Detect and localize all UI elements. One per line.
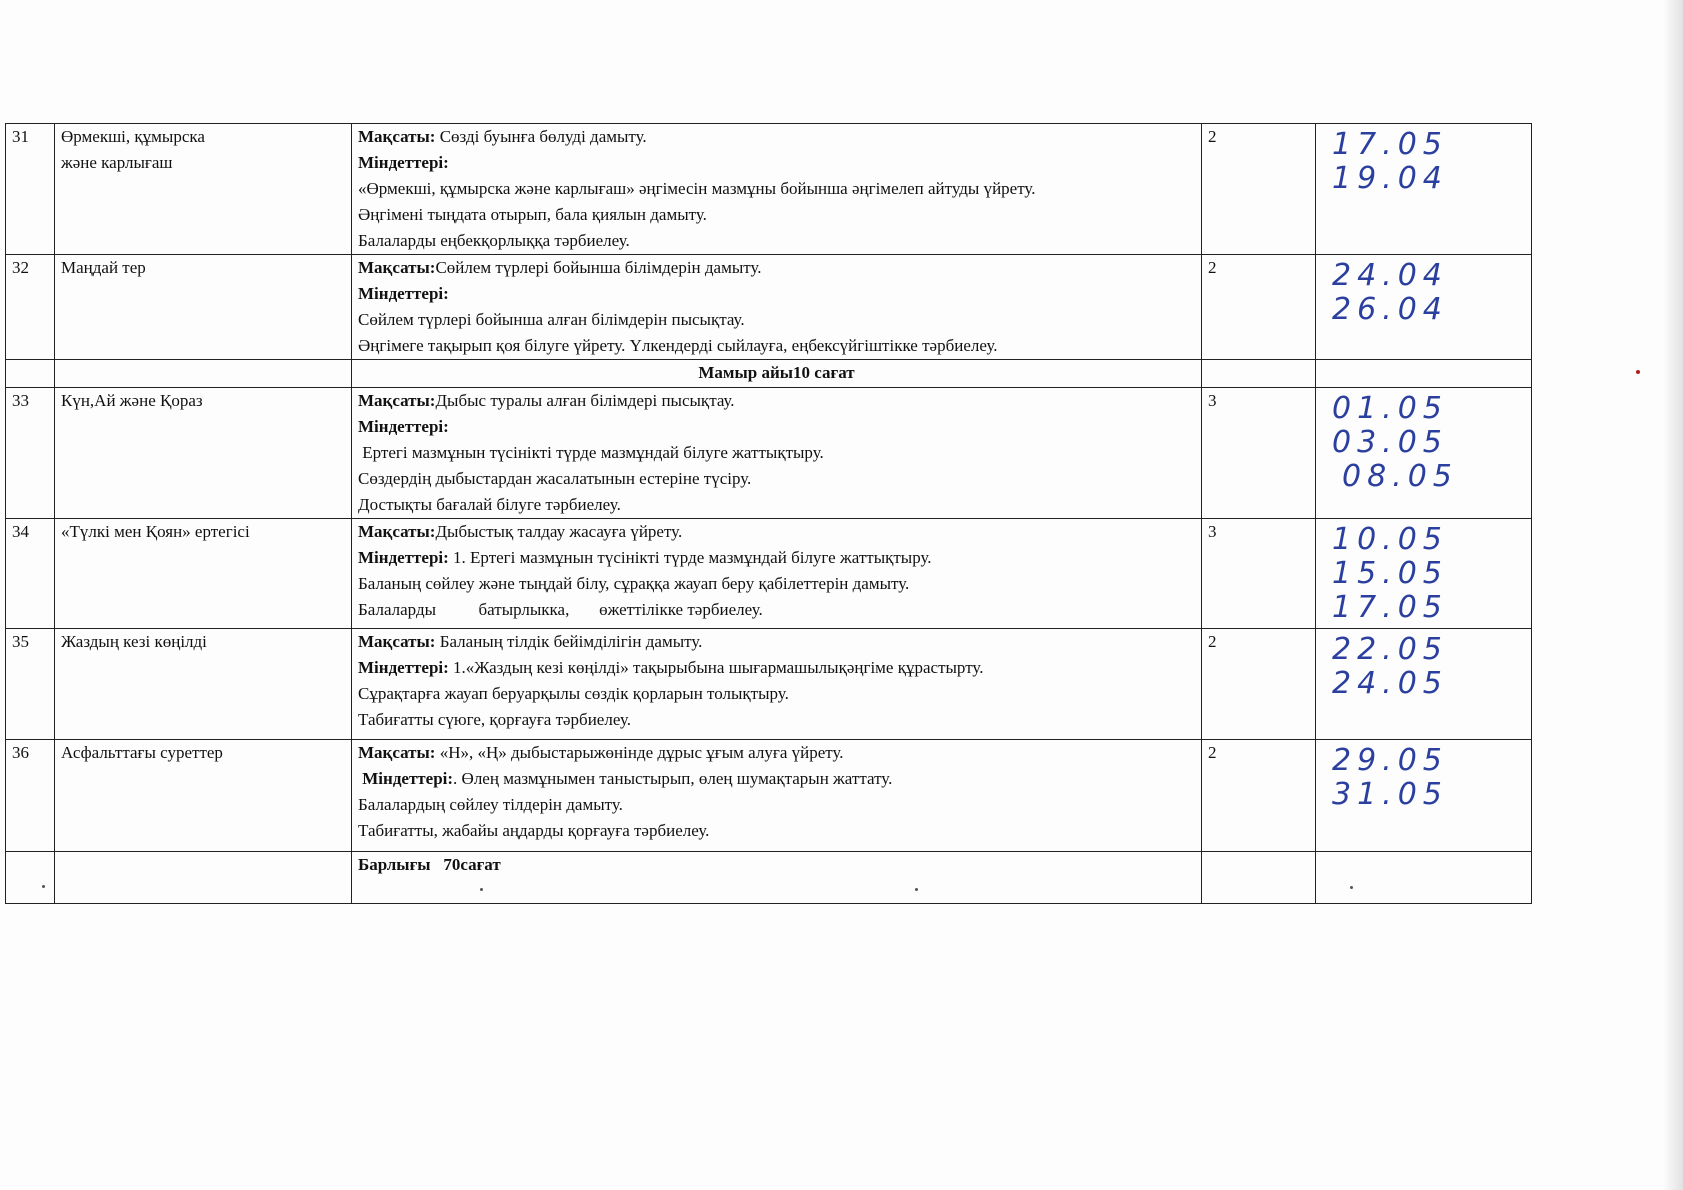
topic-line: Күн,Ай және Қораз	[61, 391, 203, 410]
goal-label: Мақсаты:	[358, 127, 436, 146]
lesson-plan-table	[5, 123, 1532, 904]
tasks-label: Міндеттері:	[358, 153, 449, 172]
empty-cell	[1316, 852, 1532, 904]
tasks-inline: . Өлең мазмұнымен таныстырып, өлең шумақтарын жаттату.	[453, 769, 893, 788]
topic-line: және карлығаш	[61, 153, 173, 172]
scan-speck	[915, 888, 918, 891]
lesson-topic	[55, 629, 352, 740]
description-line: Балаларды еңбекқорлыққа тәрбиелеу.	[358, 231, 630, 250]
topic-line: «Түлкі мен Қоян» ертегісі	[61, 522, 250, 541]
handwritten-date: 01.05	[1332, 391, 1448, 426]
total-row	[6, 852, 1532, 904]
goal-text: Дыбыстық талдау жасауға үйрету.	[435, 522, 683, 541]
tasks-label: Міндеттері:	[358, 769, 454, 788]
handwritten-date: 22.05	[1332, 632, 1448, 667]
lesson-hours: 3	[1202, 519, 1316, 629]
lesson-topic	[55, 519, 352, 629]
table-row	[6, 519, 1532, 629]
description-line: Сұрақтарға жауап беруарқылы сөздік қорларын толықтыру.	[358, 684, 789, 703]
description-line: Достықты бағалай білуге тәрбиелеу.	[358, 495, 621, 514]
lesson-description	[352, 740, 1202, 852]
description-line: Баланың сөйлеу және тыңдай білу, сұраққа жауап беру қабілеттерін дамыту.	[358, 574, 910, 593]
tasks-line	[358, 414, 1195, 440]
goal-line	[358, 124, 1195, 150]
lesson-hours: 2	[1202, 124, 1316, 255]
goal-text: Сөйлем түрлері бойынша білімдерін дамыту.	[435, 258, 762, 277]
lesson-hours: 2	[1202, 629, 1316, 740]
lesson-topic	[55, 388, 352, 519]
handwritten-date: 29.05	[1332, 743, 1448, 778]
empty-cell	[55, 360, 352, 388]
tasks-label: Міндеттері:	[358, 658, 449, 677]
handwritten-date: 08.05	[1342, 459, 1458, 494]
description-line: «Өрмекші, құмырска және карлығаш» әңгімесін мазмұны бойынша әңгімелеп айтуды үйрету.	[358, 179, 1036, 198]
goal-text: Баланың тілдік бейімділігін дамыту.	[435, 632, 703, 651]
scan-speck	[1350, 886, 1353, 889]
lesson-dates	[1316, 255, 1532, 360]
lesson-number: 33	[6, 388, 55, 519]
lesson-dates	[1316, 388, 1532, 519]
scan-speck	[480, 888, 483, 891]
topic-line: Маңдай тер	[61, 258, 146, 277]
lesson-dates	[1316, 519, 1532, 629]
table-row	[6, 388, 1532, 519]
lesson-dates	[1316, 629, 1532, 740]
goal-text: Дыбыс туралы алған білімдері пысықтау.	[435, 391, 735, 410]
lesson-description	[352, 255, 1202, 360]
handwritten-date: 15.05	[1332, 556, 1448, 591]
tasks-line	[358, 655, 1195, 681]
lesson-topic	[55, 255, 352, 360]
total-cell	[352, 852, 1202, 904]
tasks-label: Міндеттері:	[358, 284, 449, 303]
lesson-description	[352, 124, 1202, 255]
empty-cell	[6, 852, 55, 904]
handwritten-date: 31.05	[1332, 777, 1448, 812]
empty-cell	[55, 852, 352, 904]
total-label: Барлығы 70сағат	[358, 855, 501, 874]
lesson-topic	[55, 740, 352, 852]
goal-label: Мақсаты:	[358, 391, 436, 410]
goal-text: Сөзді буынға бөлуді дамыту.	[435, 127, 647, 146]
lesson-topic	[55, 124, 352, 255]
scan-edge-shadow	[1663, 0, 1683, 1190]
topic-line: Асфальттағы суреттер	[61, 743, 223, 762]
goal-line	[358, 740, 1195, 766]
lesson-number: 31	[6, 124, 55, 255]
empty-cell	[1316, 360, 1532, 388]
description-line: Әңгімені тыңдата отырып, бала қиялын дамыту.	[358, 205, 707, 224]
tasks-line	[358, 150, 1195, 176]
lesson-number: 35	[6, 629, 55, 740]
handwritten-date: 03.05	[1332, 425, 1448, 460]
tasks-line	[358, 766, 1195, 792]
lesson-dates	[1316, 740, 1532, 852]
empty-cell	[1202, 360, 1316, 388]
description-line: Табиғатты сүюге, қорғауға тәрбиелеу.	[358, 710, 632, 729]
lesson-hours: 2	[1202, 255, 1316, 360]
empty-cell	[6, 360, 55, 388]
goal-label: Мақсаты:	[358, 258, 436, 277]
description-line: Балаларды батырлыкка, өжеттілікке тәрбиелеу.	[358, 600, 763, 619]
description-line: Ертегі мазмұнын түсінікті түрде мазмұндай білуге жаттықтыру.	[358, 443, 824, 462]
table-row	[6, 124, 1532, 255]
table-row	[6, 629, 1532, 740]
tasks-label: Міндеттері:	[358, 417, 449, 436]
goal-label: Мақсаты:	[358, 743, 436, 762]
tasks-line	[358, 545, 1195, 571]
section-row	[6, 360, 1532, 388]
table-row	[6, 255, 1532, 360]
goal-line	[358, 388, 1195, 414]
goal-text: «Н», «Ң» дыбыстарыжөнінде дұрыс ұғым алуға үйрету.	[435, 743, 844, 762]
lesson-hours: 2	[1202, 740, 1316, 852]
empty-cell	[1202, 852, 1316, 904]
lesson-number: 36	[6, 740, 55, 852]
handwritten-date: 24.04	[1332, 258, 1448, 293]
handwritten-date: 17.05	[1332, 590, 1448, 625]
handwritten-date: 26.04	[1332, 292, 1448, 327]
handwritten-date: 24.05	[1332, 666, 1448, 701]
tasks-line	[358, 281, 1195, 307]
topic-line: Өрмекші, құмырска	[61, 127, 205, 146]
description-line: Сөйлем түрлері бойынша алған білімдерін пысықтау.	[358, 310, 745, 329]
table-row	[6, 740, 1532, 852]
handwritten-date: 17.05	[1332, 127, 1448, 162]
description-line: Әңгімеге тақырып қоя білуге үйрету. Үлкендерді сыйлауға, еңбексүйгіштікке тәрбиелеу.	[358, 336, 998, 355]
lesson-dates	[1316, 124, 1532, 255]
lesson-hours: 3	[1202, 388, 1316, 519]
scan-speck	[1636, 370, 1640, 374]
description-line: Балалардың сөйлеу тілдерін дамыту.	[358, 795, 623, 814]
tasks-label: Міндеттері:	[358, 548, 449, 567]
topic-line: Жаздың кезі көңілді	[61, 632, 207, 651]
description-line: Табиғатты, жабайы аңдарды қорғауға тәрбиелеу.	[358, 821, 710, 840]
lesson-number: 34	[6, 519, 55, 629]
scan-speck	[42, 885, 45, 888]
tasks-inline: 1. Ертегі мазмұнын түсінікті түрде мазмұндай білуге жаттықтыру.	[448, 548, 932, 567]
lesson-description	[352, 629, 1202, 740]
lesson-description	[352, 388, 1202, 519]
goal-label: Мақсаты:	[358, 522, 436, 541]
lesson-description	[352, 519, 1202, 629]
tasks-inline: 1.«Жаздың кезі көңілді» тақырыбына шығармашылықәңгіме құрастырту.	[448, 658, 984, 677]
goal-label: Мақсаты:	[358, 632, 436, 651]
section-title-may: Мамыр айы10 сағат	[352, 360, 1202, 388]
description-line: Сөздердің дыбыстардан жасалатынын естеріне түсіру.	[358, 469, 752, 488]
goal-line	[358, 629, 1195, 655]
handwritten-date: 10.05	[1332, 522, 1448, 557]
handwritten-date: 19.04	[1332, 161, 1448, 196]
goal-line	[358, 255, 1195, 281]
lesson-number: 32	[6, 255, 55, 360]
goal-line	[358, 519, 1195, 545]
